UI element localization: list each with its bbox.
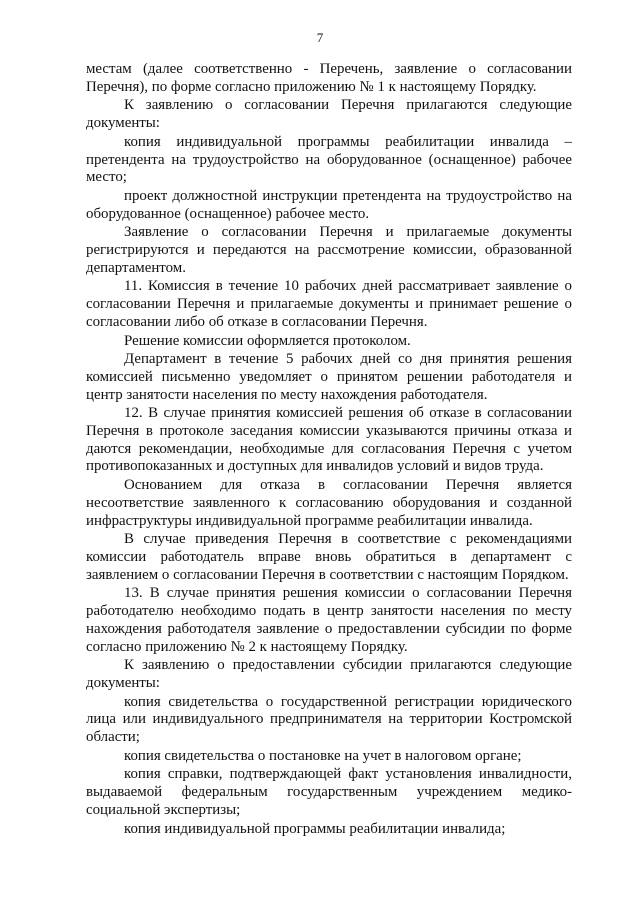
paragraph-refusal-basis: Основанием для отказа в согласовании Перечня является несоответствие заявленного к согласованию оборудования и созданной инфраструктуры индивидуальной программе реабилитации инвалида. [86,477,572,529]
paragraph-notification: Департамент в течение 5 рабочих дней со дня принятия решения комиссией письменно уведомляет о принятом решении работодателя и центр занятости населения по месту нахождения работодателя. [86,351,572,403]
paragraph-subsidy-documents-intro: К заявлению о предоставлении субсидии прилагаются следующие документы: [86,657,572,691]
paragraph-item-11: 11. Комиссия в течение 10 рабочих дней рассматривает заявление о согласовании Перечня и прилагаемые документы и принимает решение о согласовании либо об отказе в согласовании Перечня. [86,278,572,330]
paragraph-item-13: 13. В случае принятия решения комиссии о согласовании Перечня работодателю необходимо подать в центр занятости населения по месту нахождения работодателя заявление о предоставлении субсидии по форме согласно приложению № 2 к настоящему Порядку. [86,585,572,655]
paragraph-registration-certificate: копия свидетельства о государственной регистрации юридического лица или индивидуального предпринимателя на территории Костромской области; [86,693,572,746]
paragraph-documents-intro: К заявлению о согласовании Перечня прилагаются следующие документы: [86,97,572,132]
paragraph-protocol: Решение комиссии оформляется протоколом. [124,332,411,349]
paragraph-tax-certificate: копия свидетельства о постановке на учет в налоговом органе; [124,747,522,764]
paragraph-ipr-copy: копия индивидуальной программы реабилитации инвалида – претендента на трудоустройство на оборудованное (оснащенное) рабочее место; [86,133,572,186]
paragraph-item-12: 12. В случае принятия комиссией решения об отказе в согласовании Перечня в протоколе заседания комиссии указываются причины отказа и даются рекомендации, необходимые для согласования Перечня с учетом противопоказанных и доступных для инвалидов условий и видов труда. [86,405,572,475]
paragraph-job-description: проект должностной инструкции претендента на трудоустройство на оборудованное (оснащенное) рабочее место. [86,187,572,222]
paragraph-reapply: В случае приведения Перечня в соответствие с рекомендациями комиссии работодатель вправе вновь обратиться в департамент с заявлением о согласовании Перечня в соответствии с настоящим Порядком. [86,531,572,583]
paragraph-continuation: местам (далее соответственно - Перечень, заявление о согласовании Перечня), по форме согласно приложению № 1 к настоящему Порядку. [86,61,572,95]
page-number: 7 [316,30,324,45]
document-body [86,61,572,838]
paragraph-disability-certificate: копия справки, подтверждающей факт установления инвалидности, выдаваемой федеральным государственным учреждением медико-социальной экспертизы; [86,766,572,818]
paragraph-ipr-copy-final: копия индивидуальной программы реабилитации инвалида; [124,820,506,837]
paragraph-registration: Заявление о согласовании Перечня и прилагаемые документы регистрируются и передаются на рассмотрение комиссии, образованной департаментом. [86,224,572,276]
